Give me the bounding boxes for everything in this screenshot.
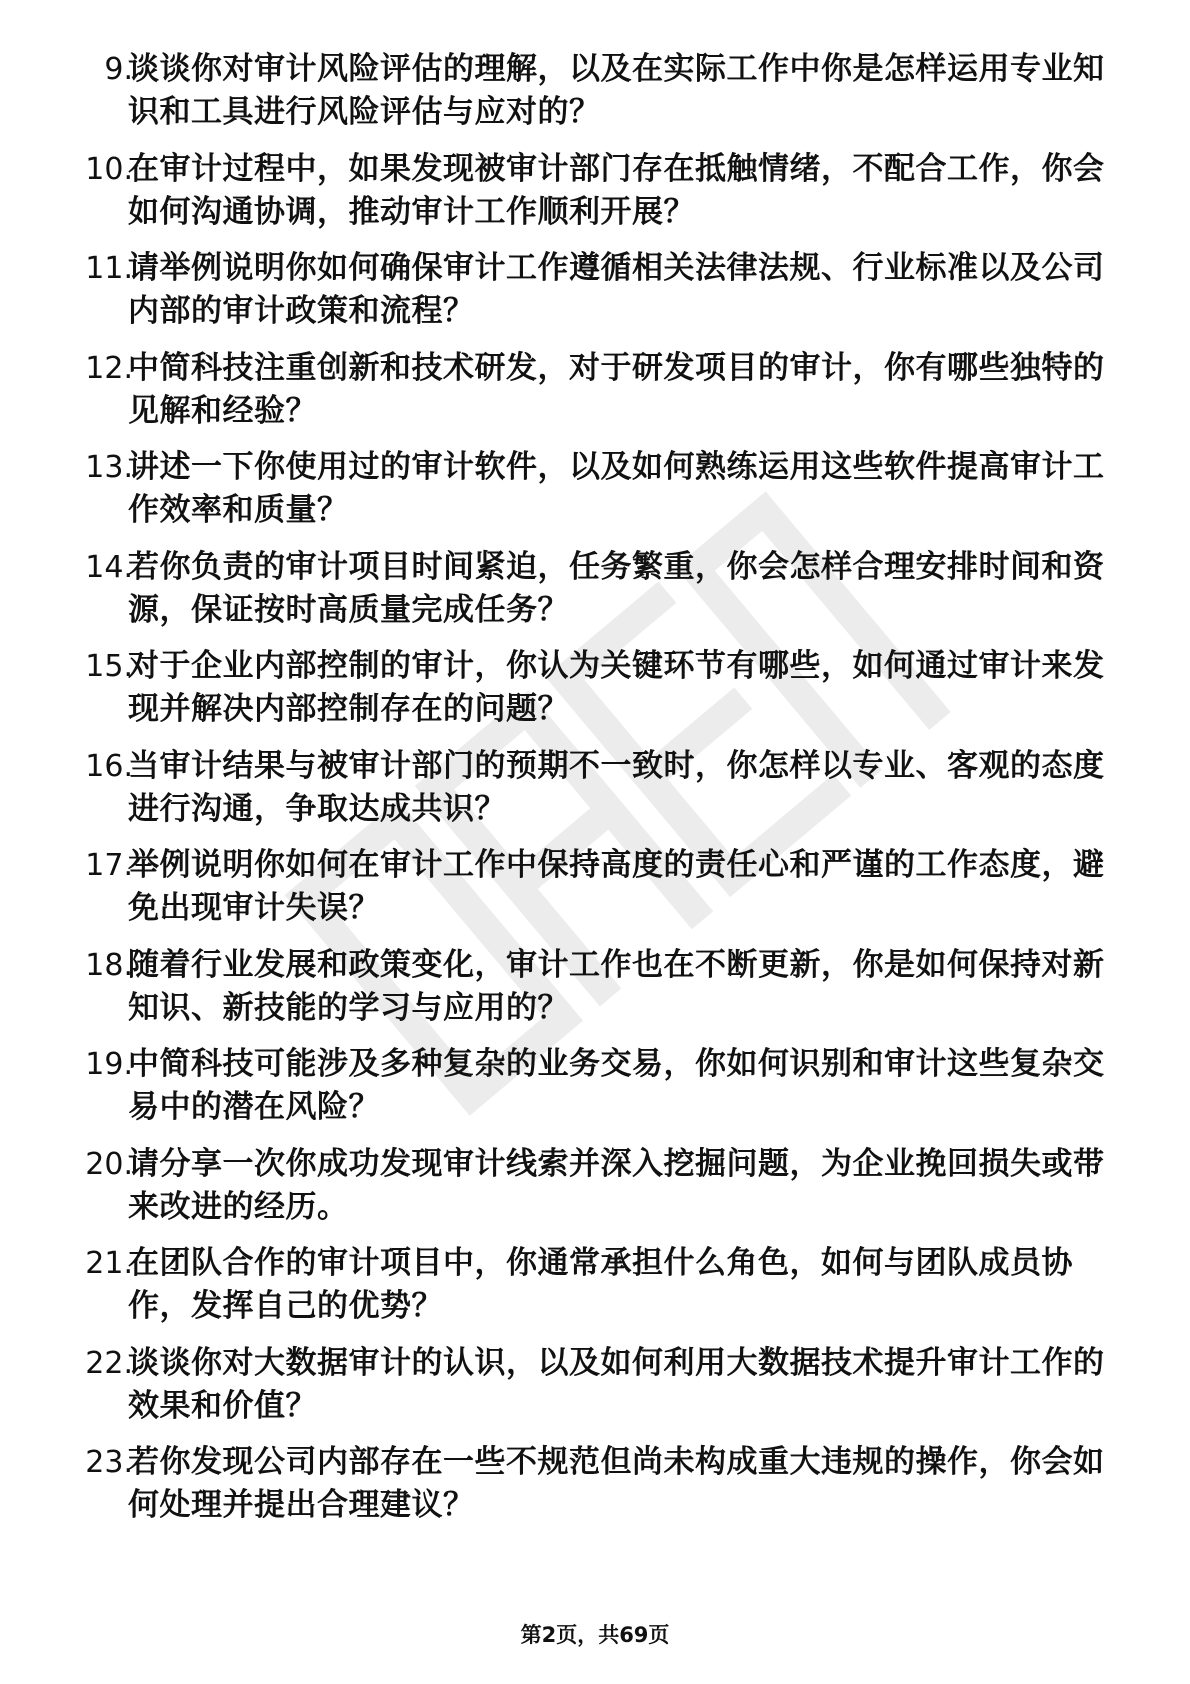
- question-text: 在审计过程中，如果发现被审计部门存在抵触情绪，不配合工作，你会如何沟通协调，推动审计工作顺利开展？: [128, 150, 1105, 230]
- question-text: 谈谈你对审计风险评估的理解，以及在实际工作中你是怎样运用专业知识和工具进行风险评估与应对的？: [128, 51, 1105, 130]
- question-item: [0, 944, 1190, 1029]
- question-text: 讲述一下你使用过的审计软件，以及如何熟练运用这些软件提高审计工作效率和质量？: [128, 449, 1105, 528]
- question-text: 中简科技可能涉及多种复杂的业务交易，你如何识别和审计这些复杂交易中的潜在风险？: [128, 1046, 1105, 1125]
- question-item: [0, 1143, 1190, 1228]
- page-number-footer: 第2页，共69页: [520, 1623, 670, 1647]
- question-item: [0, 247, 1190, 332]
- question-item: [0, 446, 1190, 531]
- question-number: 14.: [85, 549, 133, 585]
- question-text: 随着行业发展和政策变化，审计工作也在不断更新，你是如何保持对新知识、新技能的学习与应用的？: [128, 946, 1105, 1026]
- question-number: 13.: [85, 450, 133, 485]
- question-number: 9.: [104, 52, 133, 87]
- question-number: 12.: [85, 350, 133, 386]
- question-number: 21.: [85, 1246, 133, 1281]
- question-number: 11.: [85, 251, 133, 286]
- question-number: 20.: [85, 1146, 133, 1182]
- question-text: 在团队合作的审计项目中，你通常承担什么角色，如何与团队成员协作，发挥自己的优势？: [128, 1245, 1073, 1324]
- question-item: [0, 347, 1190, 432]
- question-text: 谈谈你对大数据审计的认识，以及如何利用大数据技术提升审计工作的效果和价值？: [128, 1344, 1105, 1424]
- question-text: 当审计结果与被审计部门的预期不一致时，你怎样以专业、客观的态度进行沟通，争取达成共识？: [128, 747, 1105, 827]
- question-number: 16.: [85, 748, 133, 784]
- question-text: 中简科技注重创新和技术研发，对于研发项目的审计，你有哪些独特的见解和经验？: [128, 349, 1105, 429]
- question-item: [0, 1043, 1190, 1128]
- question-number: 18.: [85, 947, 133, 983]
- question-text: 举例说明你如何在审计工作中保持高度的责任心和严谨的工作态度，避免出现审计失误？: [128, 847, 1105, 926]
- question-number: 10.: [85, 151, 133, 187]
- question-number: 23.: [85, 1445, 133, 1480]
- question-text: 若你发现公司内部存在一些不规范但尚未构成重大违规的操作，你会如何处理并提出合理建议？: [128, 1444, 1105, 1523]
- question-item: [0, 1242, 1190, 1327]
- question-item: [0, 745, 1190, 830]
- question-item: [0, 844, 1190, 929]
- question-item: [0, 546, 1190, 631]
- question-number: 15.: [85, 649, 133, 684]
- question-text: 对于企业内部控制的审计，你认为关键环节有哪些，如何通过审计来发现并解决内部控制存在的问题？: [128, 648, 1105, 727]
- question-text: 请分享一次你成功发现审计线索并深入挖掘问题，为企业挽回损失或带来改进的经历。: [128, 1145, 1105, 1225]
- question-item: [0, 148, 1190, 233]
- question-item: [0, 1342, 1190, 1427]
- question-number: 22.: [85, 1345, 133, 1381]
- question-text: 请举例说明你如何确保审计工作遵循相关法律法规、行业标准以及公司内部的审计政策和流程？: [128, 250, 1105, 329]
- question-item: [0, 1441, 1190, 1526]
- question-list: [0, 48, 1190, 1541]
- question-text: 若你负责的审计项目时间紧迫，任务繁重，你会怎样合理安排时间和资源，保证按时高质量完成任务？: [128, 548, 1105, 628]
- question-number: 19.: [85, 1047, 133, 1082]
- question-item: [0, 48, 1190, 133]
- question-item: [0, 645, 1190, 730]
- question-number: 17.: [85, 848, 133, 883]
